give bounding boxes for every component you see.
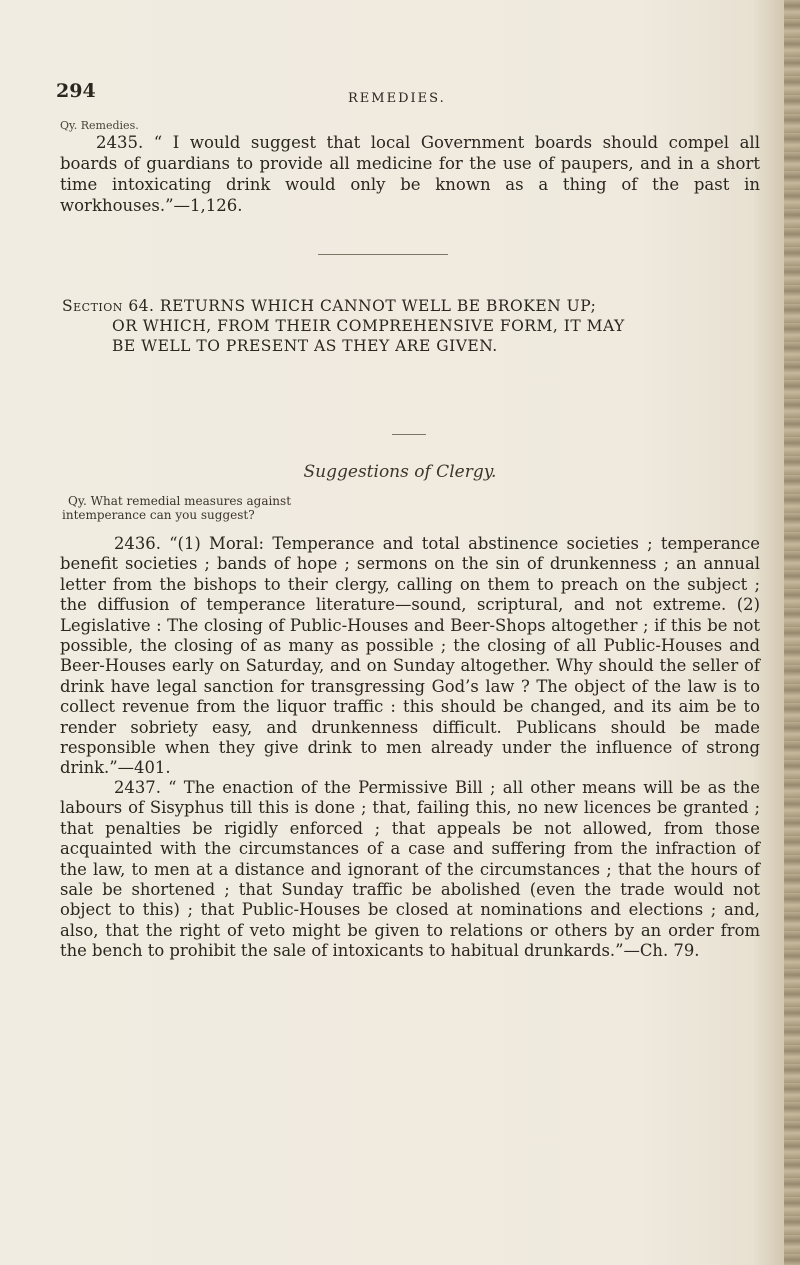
entry-2435: 2435. “ I would suggest that local Government boards should compel all boards of guardians to provide all medicine for the use of paupers, and in a short time intoxicating drink would only be known as a thing of the past in workhouses.”—1,126.: [60, 133, 760, 215]
divider-rule: [318, 254, 448, 255]
section-title-line3: BE WELL TO PRESENT AS THEY ARE GIVEN.: [112, 337, 498, 355]
page-number: 294: [56, 80, 96, 102]
query-line1: Qy. What remedial measures against: [68, 494, 292, 508]
entry-2437: 2437. “ The enaction of the Permissive Bill ; all other means will be as the labours of Sisyphus till this is done ; that, failing this, no new licences be granted ; that penalties be rigidly enforced ; that appeals be not allowed, from those acquainted with the circumstances of a case and suffering from the infraction of the law, to men at a distance and ignorant of the circumstances ; that the hours of sale be shortened ; that Sunday traffic be abolished (even the trade would not object to this) ; that Public-Houses be closed at nominations and elections ; and, also, that the right of veto might be given to relations or others by an order from the bench to prohibit the sale of intoxicants to habitual drunkards.”—Ch. 79.: [60, 778, 760, 961]
page-edge-shadow: [784, 0, 800, 1265]
query-text: [62, 494, 422, 522]
section-title-line1: RETURNS WHICH CANNOT WELL BE BROKEN UP;: [159, 297, 597, 315]
running-head: REMEDIES.: [348, 91, 446, 106]
query-margin-label: Qy. Remedies.: [60, 119, 139, 132]
entry-2436: 2436. “(1) Moral: Temperance and total abstinence societies ; temperance benefit societies ; bands of hope ; sermons on the sin of drunkenness ; an annual letter from the bishops to their clergy, calling on them to preach on the subject ; the diffusion of temperance literature—sound, scriptural, and not extreme. (2) Legislative : The closing of Public-Houses and Beer-Shops altogether ; if this be not possible, the closing of as many as possible ; the closing of all Public-Houses and Beer-Houses early on Saturday, and on Sunday altogether. Why should the seller of drink have legal sanction for transgressing God’s law ? The object of the law is to collect revenue from the liquor traffic : this should be changed, and its aim be to render sobriety easy, and drunkenness difficult. Publicans should be made responsible when they give drink to men already under the influence of strong drink.”—401.: [60, 534, 760, 778]
short-divider-rule: [392, 434, 426, 435]
section-label: Section 64.: [62, 297, 155, 315]
subsection-title: Suggestions of Clergy.: [303, 462, 497, 482]
section-title-line2: OR WHICH, FROM THEIR COMPREHENSIVE FORM, IT MAY: [112, 317, 625, 335]
query-line2: intemperance can you suggest?: [62, 508, 255, 522]
section-heading: [62, 296, 752, 356]
